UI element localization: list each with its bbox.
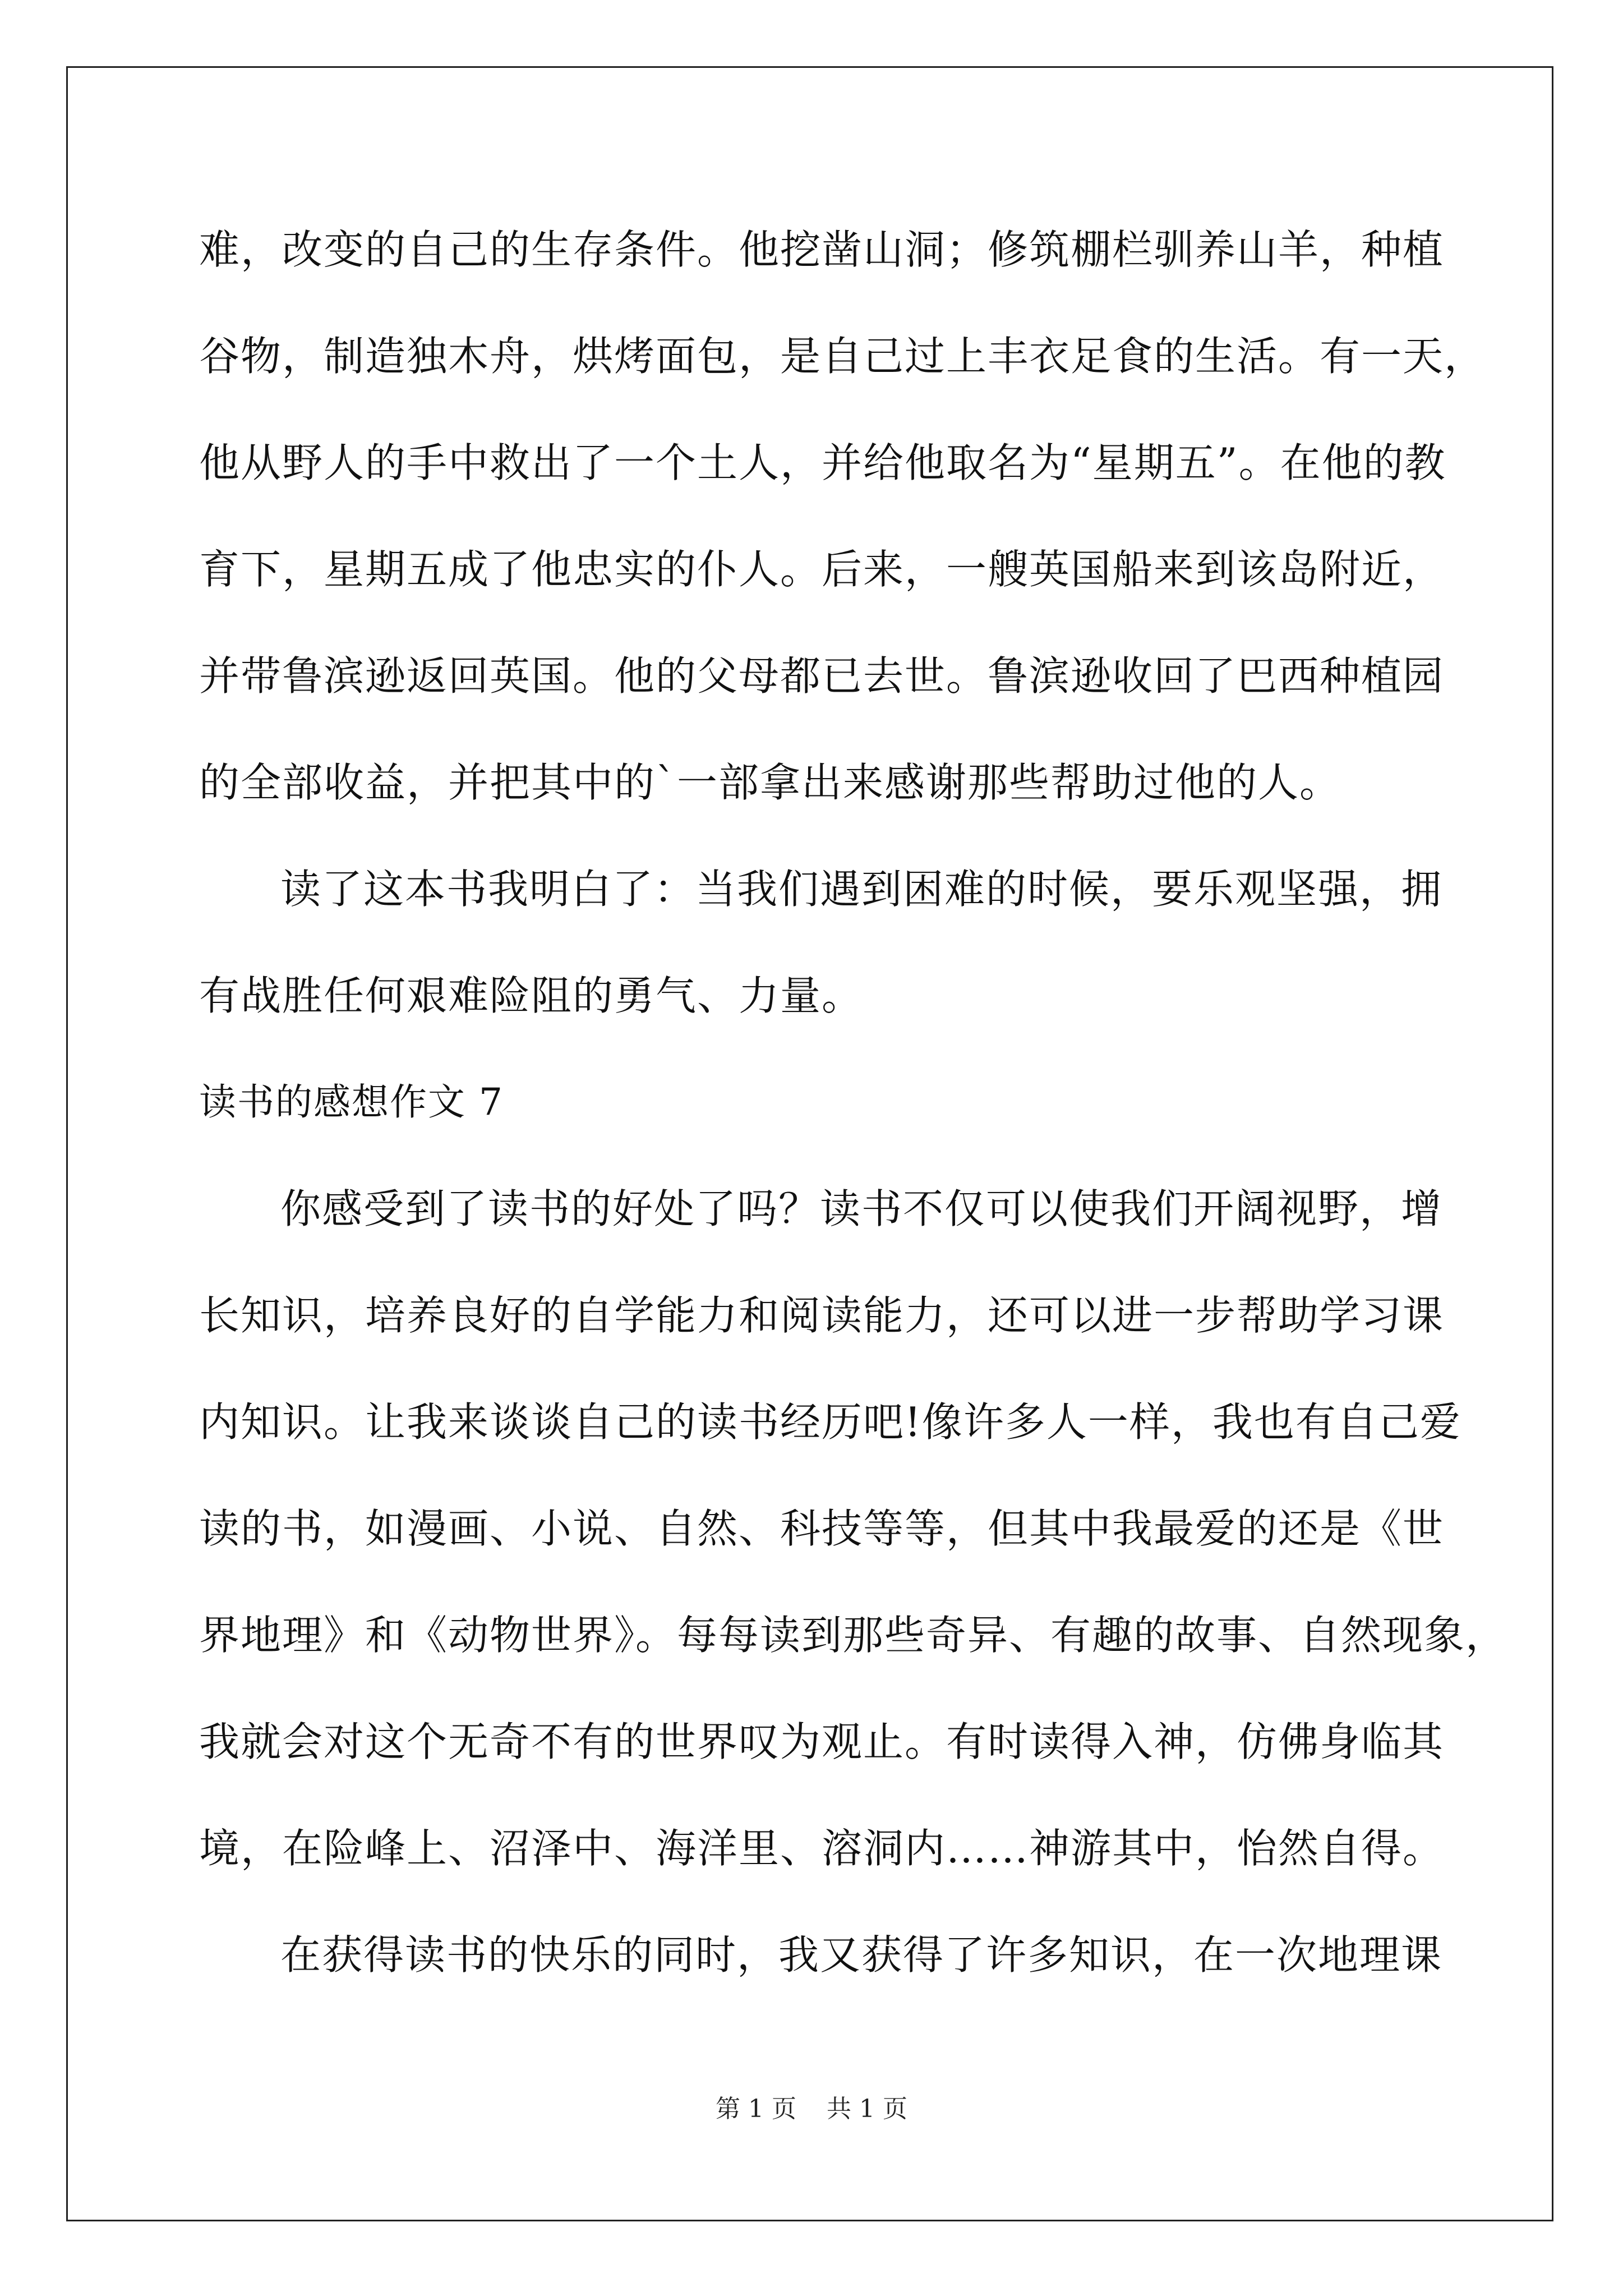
paragraph-line: 内知识。让我来谈谈自己的读书经历吧!像许多人一样，我也有自己爱 xyxy=(199,1398,1461,1446)
page-border xyxy=(66,66,1553,2221)
paragraph-line: 境，在险峰上、沼泽中、海洋里、溶洞内……神游其中，怡然自得。 xyxy=(199,1825,1445,1872)
paragraph-line: 他从野人的手中救出了一个土人，并给他取名为“星期五”。在他的教 xyxy=(199,439,1446,486)
paragraph-line: 的全部收益，并把其中的`一部拿出来感谢那些帮助过他的人。 xyxy=(199,759,1341,806)
paragraph-line: 谷物，制造独木舟，烘烤面包，是自己过上丰衣足食的生活。有一天， xyxy=(199,333,1486,380)
page-number: 第 1 页 xyxy=(716,2095,796,2123)
paragraph-line: 育下，星期五成了他忠实的仆人。后来，一艘英国船来到该岛附近， xyxy=(199,546,1445,593)
paragraph-line: 读了这本书我明白了：当我们遇到困难的时候，要乐观坚强，拥 xyxy=(280,866,1443,913)
section-heading: 读书的感想作文 7 xyxy=(199,1080,504,1124)
paragraph-line: 在获得读书的快乐的同时，我又获得了许多知识，在一次地理课 xyxy=(280,1931,1443,1978)
paragraph-line: 读的书，如漫画、小说、自然、科技等等，但其中我最爱的还是《世 xyxy=(199,1505,1445,1552)
page-footer xyxy=(0,2095,1623,2123)
paragraph-line: 并带鲁滨逊返回英国。他的父母都已去世。鲁滨逊收回了巴西种植园 xyxy=(199,652,1445,700)
paragraph-line: 难，改变的自己的生存条件。他挖凿山洞；修筑棚栏驯养山羊，种植 xyxy=(199,226,1445,273)
paragraph-line: 长知识，培养良好的自学能力和阅读能力，还可以进一步帮助学习课 xyxy=(199,1292,1445,1339)
paragraph-line: 界地理》和《动物世界》。每每读到那些奇异、有趣的故事、自然现象， xyxy=(199,1612,1507,1659)
paragraph-line: 有战胜任何艰难险阻的勇气、力量。 xyxy=(199,972,864,1019)
paragraph-line: 我就会对这个无奇不有的世界叹为观止。有时读得入神，仿佛身临其 xyxy=(199,1718,1445,1765)
paragraph-line: 你感受到了读书的好处了吗？读书不仅可以使我们开阔视野，增 xyxy=(280,1185,1443,1232)
page-total: 共 1 页 xyxy=(827,2095,907,2123)
